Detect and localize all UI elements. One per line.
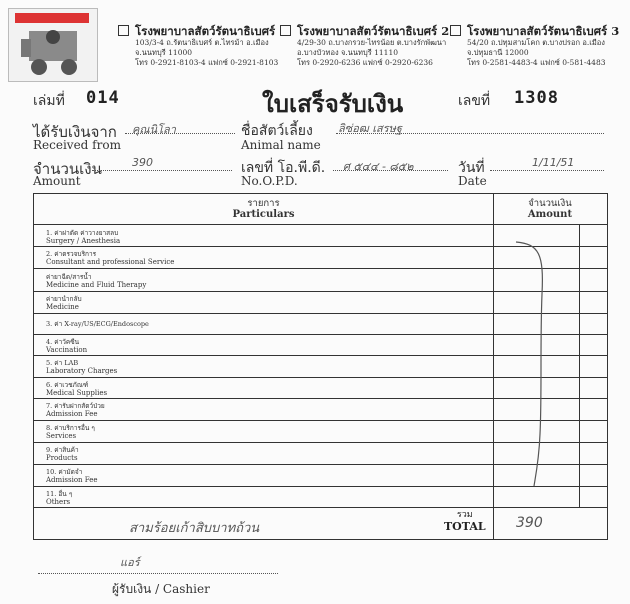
date-label-en: Date: [458, 174, 487, 188]
branch-1-province: จ.นนทบุรี 11000: [135, 48, 193, 57]
received-from-value[interactable]: คุณนิโลา: [132, 123, 176, 136]
branch-1-checkbox[interactable]: [118, 25, 129, 36]
amount-line: [92, 170, 232, 171]
particulars-table: [33, 193, 608, 540]
table-row: 1. ค่าผ่าตัด ค่าวางยาสลบ Surgery / Anesthesia: [46, 229, 121, 245]
branch-1: [118, 24, 278, 68]
logo-illustration-icon: [9, 9, 97, 81]
total-label: รวม TOTAL: [444, 510, 486, 533]
total-value[interactable]: 390: [516, 515, 543, 531]
receipt-number: 1308: [514, 88, 559, 108]
table-row: 5. ค่า LAB Laboratory Charges: [46, 359, 118, 375]
date-line: [490, 170, 604, 171]
table-row: 11. อื่น ๆ Others: [46, 490, 73, 506]
table-row: 7. ค่ารับฝากสัตว์ป่วย Admission Fee: [46, 402, 105, 418]
opd-number-value[interactable]: ศ ๕๔๔ - ๘๕๒: [343, 160, 414, 173]
table-row: 8. ค่าบริการอื่น ๆ Services: [46, 424, 95, 440]
branch-3-phone: โทร 0-2581-4483-4 แฟกซ์ 0-581-4483: [467, 58, 606, 67]
amount-value[interactable]: 390: [132, 156, 153, 169]
amount-header: จำนวนเงิน Amount: [527, 198, 573, 220]
table-row: 4. ค่าวัคซีน Vaccination: [46, 338, 88, 354]
branch-1-name: โรงพยาบาลสัตว์รัตนาธิเบศร์: [135, 24, 276, 38]
received-from-label: ได้รับเงินจาก: [33, 123, 117, 141]
receipt-title: ใบเสร็จรับเงิน: [262, 89, 404, 118]
table-row: ค่ายาฉีด/สารน้ำ Medicine and Fluid Therapy: [46, 273, 147, 289]
branch-2-phone: โทร 0-2920-6236 แฟกซ์ 0-2920-6236: [297, 58, 433, 67]
branch-3: [450, 24, 619, 68]
table-header-rule: [34, 224, 607, 225]
branch-2: [280, 24, 449, 68]
branch-3-checkbox[interactable]: [450, 25, 461, 36]
cashier-signature: แอร์: [120, 556, 140, 569]
receipt-number-label: เลขที่: [458, 93, 491, 109]
branch-2-province: อ.บางบัวทอง จ.นนทบุรี 11110: [297, 48, 398, 57]
cashier-signature-line: [38, 573, 278, 574]
animal-name-label: ชื่อสัตว์เลี้ยง: [241, 123, 313, 139]
branch-3-province: จ.ปทุมธานี 12000: [467, 48, 529, 57]
date-value[interactable]: 1/11/51: [532, 156, 575, 169]
amount-label-en: Amount: [33, 174, 81, 188]
hospital-logo: [8, 8, 98, 82]
table-row: 10. ค่ามัดจำ Admission Fee: [46, 468, 98, 484]
branch-3-name: โรงพยาบาลสัตว์รัตนาธิเบศร์ 3: [467, 24, 620, 38]
opd-number-label-en: No.O.P.D.: [241, 174, 298, 188]
table-row: 6. ค่าเวชภัณฑ์ Medical Supplies: [46, 381, 108, 397]
amount-in-words[interactable]: สามร้อยเก้าสิบบาทถ้วน: [129, 521, 260, 536]
received-from-label-en: Received from: [33, 138, 121, 152]
cashier-label: ผู้รับเงิน / Cashier: [112, 582, 210, 596]
branch-2-name: โรงพยาบาลสัตว์รัตนาธิเบศร์ 2: [297, 24, 450, 38]
table-row: 3. ค่า X-ray/US/ECG/Endoscope: [46, 320, 149, 328]
animal-name-value[interactable]: ลิซ่อฒ เสรษฐ: [338, 122, 402, 135]
book-number: 014: [86, 88, 120, 108]
particulars-header: รายการ Particulars: [232, 198, 295, 220]
branch-2-checkbox[interactable]: [280, 25, 291, 36]
amount-dash-stroke-icon: [504, 234, 584, 494]
branch-3-address: 54/20 ถ.ปทุมสามโคก ต.บางปรอก อ.เมือง: [467, 38, 605, 47]
date-label: วันที่: [458, 160, 485, 176]
table-row: 2. ค่าตรวจบริการ Consultant and professional Service: [46, 250, 175, 266]
branch-2-address: 4/29-30 ถ.บางกรวย-ไทรน้อย ต.บางรักพัฒนา: [297, 38, 447, 47]
amount-label: จำนวนเงิน: [33, 160, 102, 178]
book-number-label: เล่มที่: [33, 93, 65, 109]
animal-name-label-en: Animal name: [241, 138, 321, 152]
branch-1-phone: โทร 0-2921-8103-4 แฟกซ์ 0-2921-8103: [135, 58, 279, 67]
table-row: 9. ค่าสินค้า Products: [46, 446, 79, 462]
branch-1-address: 103/3-4 ถ.รัตนาธิเบศร์ ต.ไทรม้า อ.เมือง: [135, 38, 269, 47]
opd-number-label: เลขที่ โอ.พี.ดี.: [241, 160, 326, 176]
table-row: ค่ายานำกลับ Medicine: [46, 295, 82, 311]
